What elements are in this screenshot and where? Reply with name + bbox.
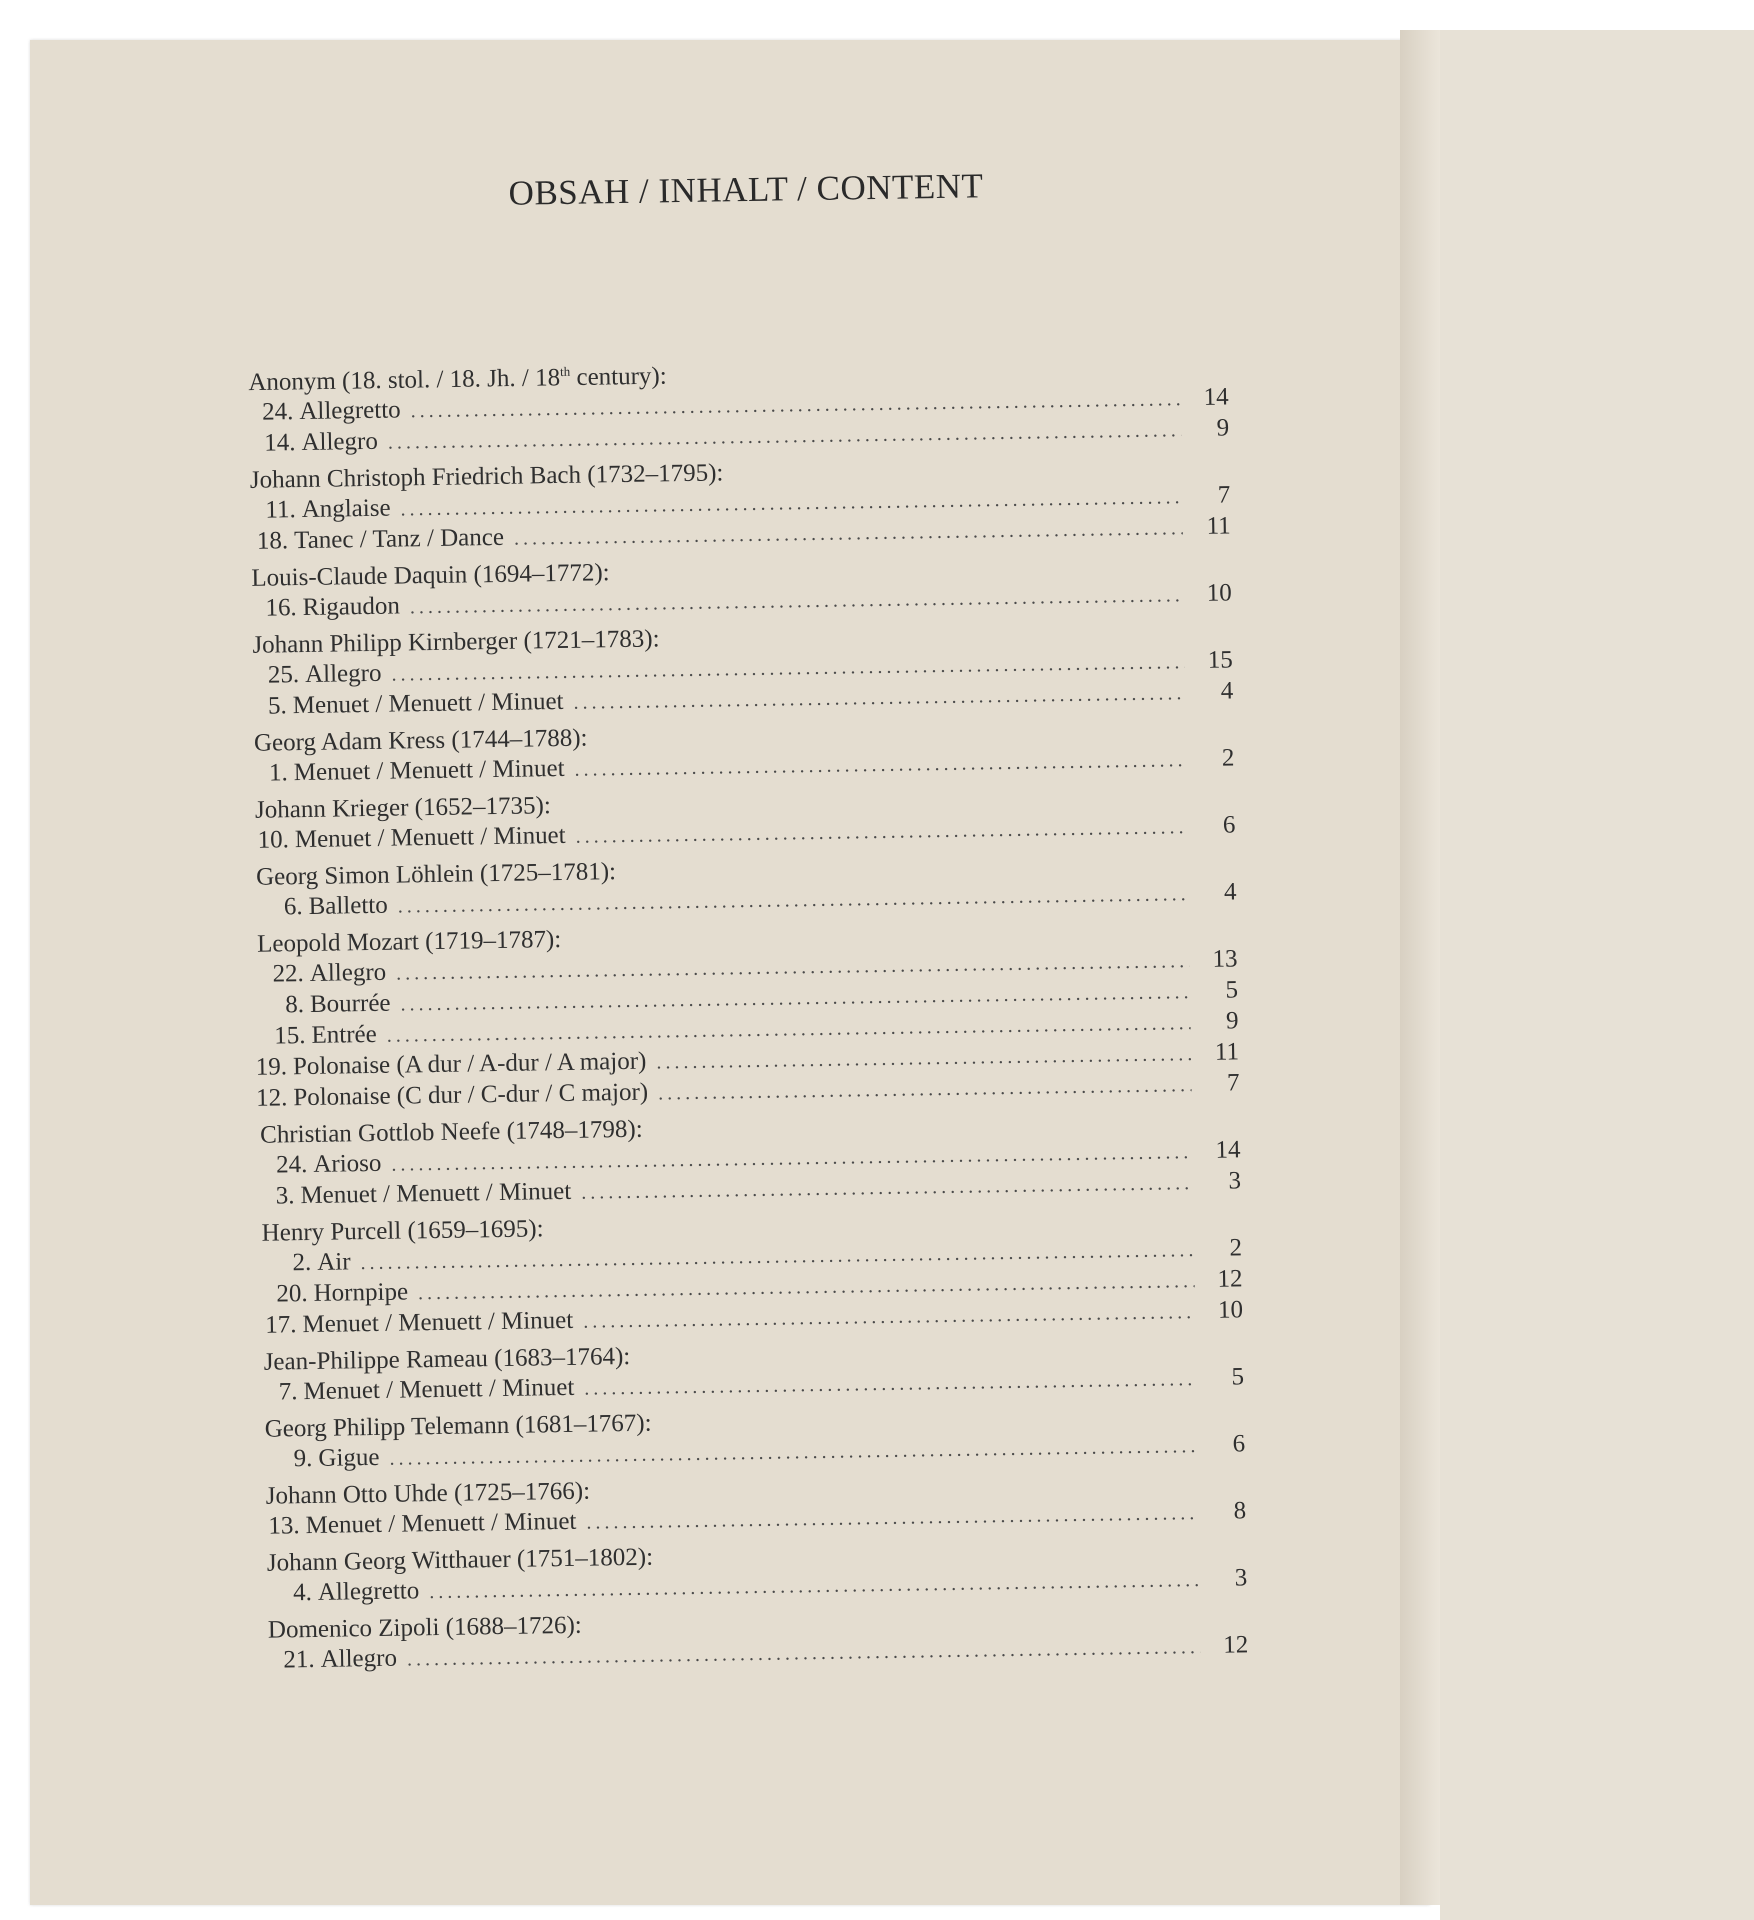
entry-number: 15. [274, 1022, 306, 1050]
entry-title: Allegro [320, 1644, 398, 1674]
entry-page: 14 [1215, 1136, 1241, 1165]
entry-number: 10. [257, 826, 290, 855]
entry-number: 6. [283, 893, 303, 921]
entry-number: 8. [285, 991, 305, 1019]
entry-title: Menuet / Menuett / Minuet [292, 688, 564, 720]
entry-title: Tanec / Tanz / Dance [293, 524, 505, 555]
entry-number: 1. [268, 759, 289, 787]
entry-page: 3 [1228, 1167, 1242, 1195]
entry-title: Menuet / Menuett / Minuet [293, 755, 565, 787]
table-of-contents [238, 346, 1249, 1677]
page-title: OBSAH / INHALT / CONTENT [508, 166, 984, 213]
composer-heading: Johann Christoph Friedrich Bach (1732–1795): [249, 459, 724, 495]
entry-number: 9. [293, 1445, 313, 1473]
entry-number: 24. [261, 398, 294, 426]
entry-number: 18. [256, 527, 289, 556]
composer-heading: Johann Philipp Kirnberger (1721–1783): [252, 625, 660, 660]
composer-heading: Johann Otto Uhde (1725–1766): [265, 1477, 591, 1511]
entry-page: 8 [1233, 1497, 1247, 1525]
entry-page: 12 [1217, 1265, 1243, 1294]
entry-number: 21. [283, 1646, 315, 1674]
entry-title: Air [316, 1248, 351, 1277]
entry-page: 2 [1221, 744, 1235, 772]
entry-number: 7. [278, 1378, 298, 1406]
entry-page: 10 [1217, 1296, 1244, 1325]
entry-title: Allegro [304, 660, 382, 689]
entry-title: Arioso [313, 1150, 382, 1179]
entry-page: 15 [1207, 646, 1234, 675]
entry-title: Menuet / Menuett / Minuet [294, 822, 566, 854]
entry-number: 16. [265, 594, 297, 622]
entry-number: 22. [272, 960, 305, 988]
entry-number: 12. [255, 1084, 288, 1113]
composer-heading: Domenico Zipoli (1688–1726): [267, 1612, 582, 1645]
entry-title: Polonaise (A dur / A-dur / A major) [292, 1048, 647, 1081]
composer-heading: Christian Gottlob Neefe (1748–1798): [259, 1116, 643, 1150]
composer-heading: Georg Simon Löhlein (1725–1781): [255, 858, 617, 892]
entry-page: 10 [1206, 579, 1232, 608]
entry-page: 11 [1214, 1038, 1240, 1067]
entry-page: 6 [1222, 811, 1236, 839]
composer-heading: Jean-Philippe Rameau (1683–1764): [263, 1343, 631, 1377]
entry-title: Menuet / Menuett / Minuet [303, 1374, 575, 1406]
composer-anonym: Anonym (18. stol. / 18. Jh. / 18th century): [248, 362, 667, 397]
entry-number: 4. [292, 1579, 313, 1607]
entry-page: 9 [1216, 414, 1230, 442]
entry-page: 12 [1223, 1631, 1249, 1660]
entry-title: Hornpipe [313, 1278, 409, 1308]
entry-page: 5 [1225, 976, 1239, 1004]
composer-heading: Leopold Mozart (1719–1787): [256, 926, 562, 959]
composer-heading: Johann Krieger (1652–1735): [254, 792, 551, 825]
entry-title: Allegro [309, 959, 387, 988]
entry-page: 7 [1226, 1069, 1240, 1097]
entry-number: 25. [267, 661, 300, 689]
entry-number: 24. [275, 1151, 308, 1179]
entry-number: 19. [255, 1053, 288, 1082]
entry-number: 3. [275, 1182, 295, 1210]
entry-title: Bourrée [309, 990, 391, 1019]
entry-page: 4 [1223, 878, 1237, 906]
entry-title: Menuet / Menuett / Minuet [302, 1307, 574, 1339]
entry-page: 5 [1231, 1363, 1245, 1391]
composer-heading: Johann Georg Witthauer (1751–1802): [266, 1543, 654, 1578]
entry-page: 13 [1212, 945, 1238, 974]
entry-page: 4 [1220, 677, 1234, 705]
entry-page: 11 [1206, 512, 1231, 541]
entry-title: Menuet / Menuett / Minuet [305, 1508, 577, 1540]
entry-page: 14 [1203, 383, 1229, 412]
entry-page: 2 [1229, 1234, 1243, 1262]
entry-number: 20. [276, 1280, 308, 1308]
entry-title: Allegro [301, 428, 379, 457]
entry-number: 5. [267, 692, 287, 720]
composer-heading: Georg Philipp Telemann (1681–1767): [264, 1409, 652, 1444]
entry-title: Anglaise [301, 494, 391, 524]
entry-page: 3 [1234, 1564, 1248, 1592]
entry-number: 2. [292, 1249, 312, 1277]
entry-title: Balletto [308, 892, 388, 921]
entry-page: 9 [1225, 1007, 1239, 1035]
entry-title: Menuet / Menuett / Minuet [300, 1178, 572, 1210]
entry-title: Allegretto [299, 396, 401, 426]
entry-title: Gigue [318, 1444, 380, 1473]
facing-page [1440, 30, 1754, 1920]
entry-number: 14. [264, 429, 296, 457]
entry-number: 13. [268, 1512, 300, 1540]
page-gutter [1400, 30, 1440, 1905]
entry-number: 11. [265, 496, 296, 524]
entry-title: Rigaudon [302, 592, 401, 622]
entry-number: 17. [265, 1311, 297, 1340]
entry-title: Entrée [311, 1021, 377, 1050]
composer-heading: Georg Adam Kress (1744–1788): [253, 724, 588, 758]
entry-title: Allegretto [317, 1577, 420, 1607]
entry-page: 6 [1232, 1430, 1246, 1458]
entry-title: Polonaise (C dur / C-dur / C major) [293, 1078, 649, 1112]
entry-page: 7 [1217, 481, 1231, 509]
composer-heading: Louis-Claude Daquin (1694–1772): [251, 559, 610, 593]
composer-heading: Henry Purcell (1659–1695): [261, 1215, 544, 1248]
